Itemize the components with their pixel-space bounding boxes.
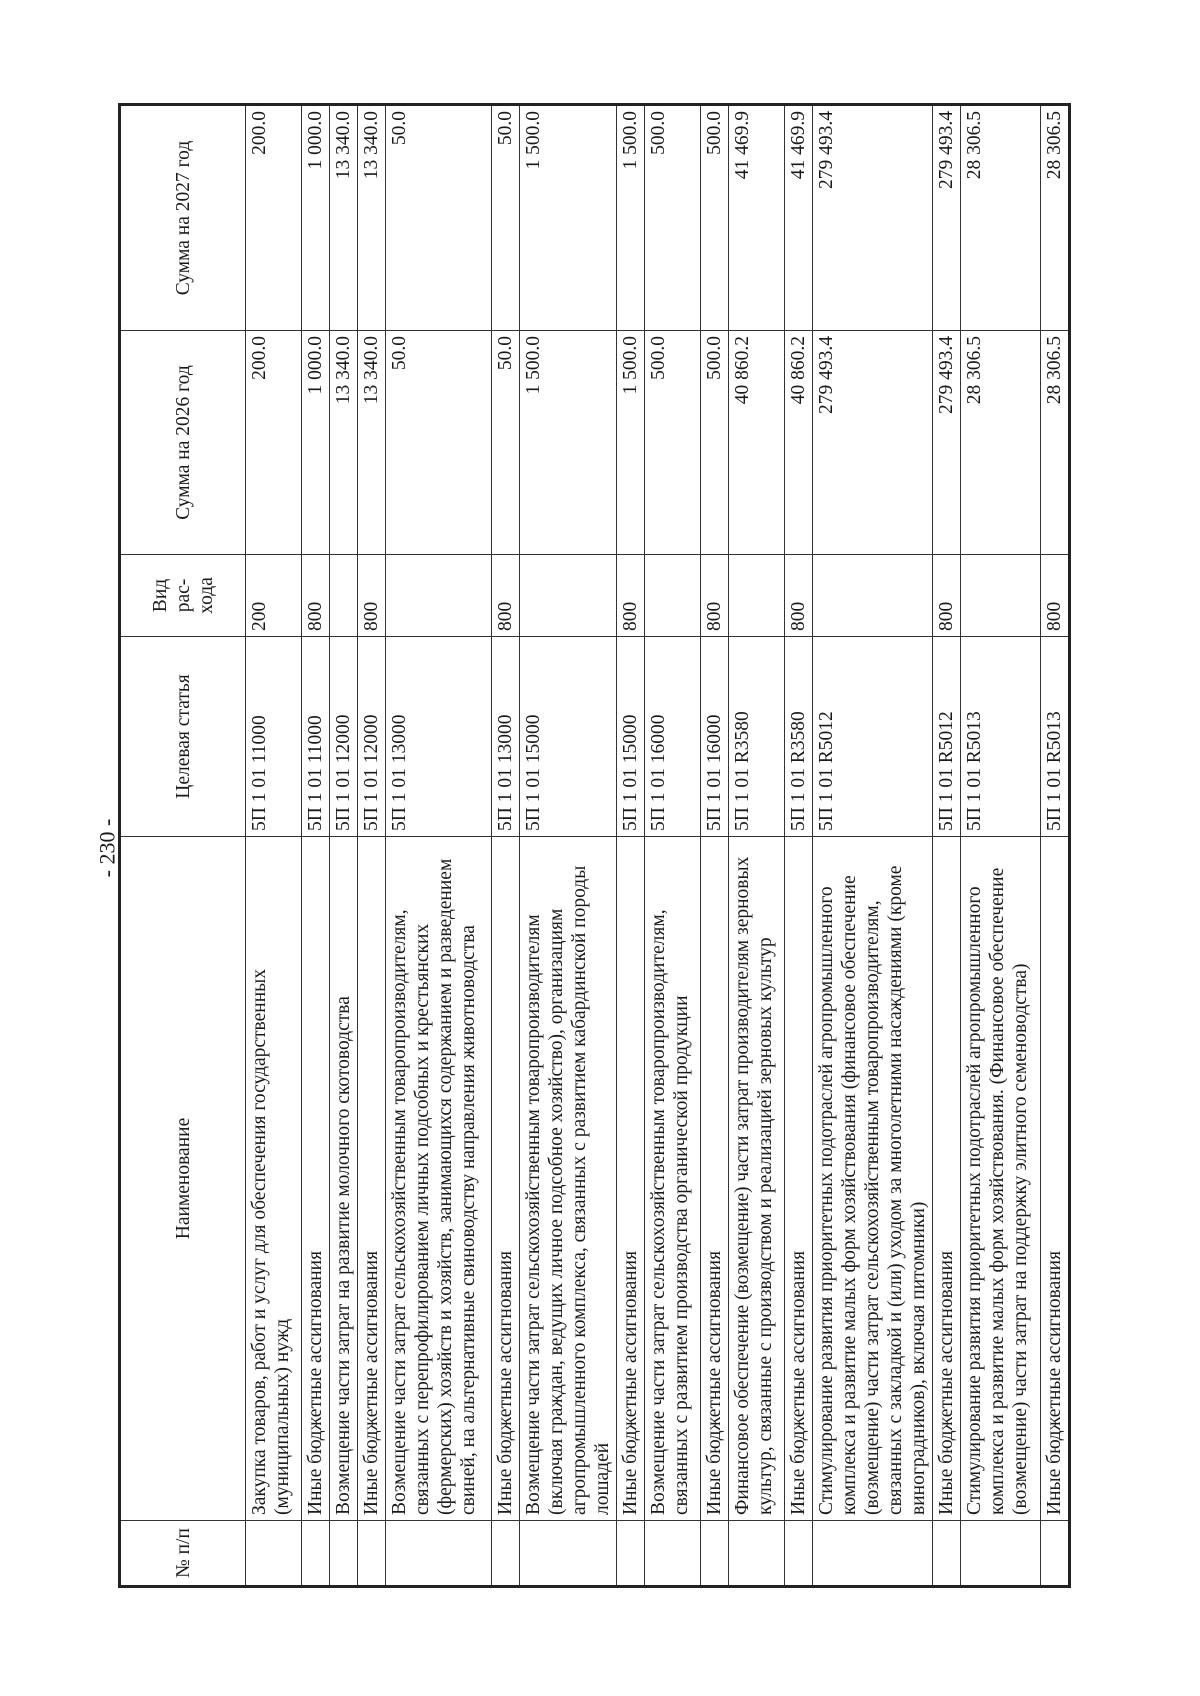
cell-name: Иные бюджетные ассигнования: [1041, 837, 1070, 1521]
cell-no: [246, 1521, 302, 1587]
header-no: № п/п: [120, 1521, 246, 1587]
table-row: [813, 105, 933, 1587]
cell-year2027: 13 340.0: [358, 105, 386, 331]
cell-year2027: 41 469.9: [785, 105, 813, 331]
cell-type: [961, 555, 1041, 637]
cell-no: [933, 1521, 961, 1587]
cell-no: [520, 1521, 617, 1587]
cell-name: Финансовое обеспечение (возмещение) части затрат производителям зерновых культур, связанные с производством и реализацией зерновых культур: [729, 837, 785, 1521]
cell-year2027: 279 493.4: [933, 105, 961, 331]
cell-code: 5П 1 01 R5013: [961, 637, 1041, 837]
cell-year2026: 1 500.0: [617, 331, 645, 555]
table-row: [492, 105, 520, 1587]
cell-type: 800: [1041, 555, 1070, 637]
table-row: [617, 105, 645, 1587]
cell-name: Возмещение части затрат сельскохозяйственным товаропроизводителям, связанных с развитием производства органической продукции: [645, 837, 701, 1521]
header-year2027: Сумма на 2027 год: [120, 105, 246, 331]
cell-no: [729, 1521, 785, 1587]
cell-year2026: 40 860.2: [729, 331, 785, 555]
cell-type: [330, 555, 358, 637]
cell-name: Иные бюджетные ассигнования: [492, 837, 520, 1521]
cell-year2026: 200.0: [246, 331, 302, 555]
table-row: [246, 105, 302, 1587]
cell-year2026: 50.0: [492, 331, 520, 555]
cell-code: 5П 1 01 16000: [701, 637, 729, 837]
cell-code: 5П 1 01 11000: [302, 637, 330, 837]
table-row: [961, 105, 1041, 1587]
cell-type: 800: [933, 555, 961, 637]
cell-type: 200: [246, 555, 302, 637]
header-type: Вид рас- хода: [120, 555, 246, 637]
cell-type: [645, 555, 701, 637]
cell-code: 5П 1 01 R3580: [785, 637, 813, 837]
cell-no: [1041, 1521, 1070, 1587]
cell-type: 800: [617, 555, 645, 637]
cell-year2026: 50.0: [386, 331, 492, 555]
cell-no: [813, 1521, 933, 1587]
table-row: [330, 105, 358, 1587]
cell-no: [617, 1521, 645, 1587]
cell-year2026: 13 340.0: [330, 331, 358, 555]
cell-no: [785, 1521, 813, 1587]
table-row: [785, 105, 813, 1587]
cell-type: [813, 555, 933, 637]
table-row: [520, 105, 617, 1587]
cell-code: 5П 1 01 R5012: [933, 637, 961, 837]
cell-year2027: 13 340.0: [330, 105, 358, 331]
cell-no: [386, 1521, 492, 1587]
table-header-row: [120, 105, 246, 1587]
cell-name: Иные бюджетные ассигнования: [358, 837, 386, 1521]
cell-code: 5П 1 01 R5012: [813, 637, 933, 837]
header-name: Наименование: [120, 837, 246, 1521]
cell-code: 5П 1 01 13000: [492, 637, 520, 837]
cell-name: Иные бюджетные ассигнования: [302, 837, 330, 1521]
cell-year2027: 50.0: [492, 105, 520, 331]
cell-no: [645, 1521, 701, 1587]
cell-type: [386, 555, 492, 637]
cell-name: Иные бюджетные ассигнования: [617, 837, 645, 1521]
cell-no: [492, 1521, 520, 1587]
budget-table: [118, 103, 1071, 1588]
cell-name: Иные бюджетные ассигнования: [933, 837, 961, 1521]
cell-year2027: 279 493.4: [813, 105, 933, 331]
cell-year2027: 200.0: [246, 105, 302, 331]
cell-code: 5П 1 01 11000: [246, 637, 302, 837]
cell-year2026: 28 306.5: [961, 331, 1041, 555]
cell-year2026: 279 493.4: [813, 331, 933, 555]
cell-code: 5П 1 01 12000: [330, 637, 358, 837]
cell-year2027: 41 469.9: [729, 105, 785, 331]
cell-name: Стимулирование развития приоритетных подотраслей агропромышленного комплекса и развитие малых форм хозяйствования (финансовое обеспечение (возмещение) части затрат сельскохозяйственным товаропроизводителям, связанных с закладкой и (или) уходом за многолетними насаждениями (кроме виноградников), включая питомники): [813, 837, 933, 1521]
cell-code: 5П 1 01 15000: [617, 637, 645, 837]
cell-type: 800: [302, 555, 330, 637]
table-row: [358, 105, 386, 1587]
cell-year2026: 500.0: [701, 331, 729, 555]
table-row: [933, 105, 961, 1587]
page-number: - 230 -: [94, 818, 120, 878]
cell-year2026: 1 500.0: [520, 331, 617, 555]
cell-no: [961, 1521, 1041, 1587]
budget-table-container: [118, 106, 1071, 1588]
cell-code: 5П 1 01 13000: [386, 637, 492, 837]
cell-code: 5П 1 01 12000: [358, 637, 386, 837]
cell-year2027: 1 000.0: [302, 105, 330, 331]
cell-name: Закупка товаров, работ и услуг для обеспечения государственных (муниципальных) нужд: [246, 837, 302, 1521]
table-body: [246, 105, 1070, 1587]
cell-no: [330, 1521, 358, 1587]
cell-year2026: 279 493.4: [933, 331, 961, 555]
cell-code: 5П 1 01 15000: [520, 637, 617, 837]
header-year2026: Сумма на 2026 год: [120, 331, 246, 555]
cell-name: Возмещение части затрат на развитие молочного скотоводства: [330, 837, 358, 1521]
cell-year2027: 28 306.5: [1041, 105, 1070, 331]
cell-year2027: 1 500.0: [520, 105, 617, 331]
cell-name: Иные бюджетные ассигнования: [785, 837, 813, 1521]
table-row: [645, 105, 701, 1587]
cell-type: 800: [358, 555, 386, 637]
cell-name: Возмещение части затрат сельскохозяйственным товаропроизводителям, связанных с перепрофилированием личных подсобных и крестьянских (фермерских) хозяйств и хозяйств, занимающихся содержанием и разведением свиней, на альтернативные свиноводству направления животноводства: [386, 837, 492, 1521]
cell-code: 5П 1 01 R5013: [1041, 637, 1070, 837]
cell-type: [520, 555, 617, 637]
cell-year2027: 500.0: [701, 105, 729, 331]
cell-type: 800: [492, 555, 520, 637]
cell-year2026: 1 000.0: [302, 331, 330, 555]
cell-no: [701, 1521, 729, 1587]
cell-name: Возмещение части затрат сельскохозяйственным товаропроизводителям (включая граждан, ведущих личное подсобное хозяйство), организациям агропромышленного комплекса, связанных с развитием кабардинской породы лошадей: [520, 837, 617, 1521]
cell-code: 5П 1 01 R3580: [729, 637, 785, 837]
cell-year2026: 13 340.0: [358, 331, 386, 555]
cell-year2026: 500.0: [645, 331, 701, 555]
table-row: [1041, 105, 1070, 1587]
cell-year2027: 28 306.5: [961, 105, 1041, 331]
cell-type: 800: [701, 555, 729, 637]
cell-no: [302, 1521, 330, 1587]
cell-year2027: 50.0: [386, 105, 492, 331]
cell-code: 5П 1 01 16000: [645, 637, 701, 837]
cell-type: 800: [785, 555, 813, 637]
cell-type: [729, 555, 785, 637]
table-row: [701, 105, 729, 1587]
cell-no: [358, 1521, 386, 1587]
cell-year2026: 40 860.2: [785, 331, 813, 555]
cell-name: Стимулирование развития приоритетных подотраслей агропромышленного комплекса и развитие малых форм хозяйствования. (Финансовое обеспечение (возмещение) части затрат на поддержку элитного семеноводства): [961, 837, 1041, 1521]
cell-year2026: 28 306.5: [1041, 331, 1070, 555]
cell-name: Иные бюджетные ассигнования: [701, 837, 729, 1521]
header-code: Целевая статья: [120, 637, 246, 837]
cell-year2027: 500.0: [645, 105, 701, 331]
table-row: [729, 105, 785, 1587]
cell-year2027: 1 500.0: [617, 105, 645, 331]
table-row: [386, 105, 492, 1587]
table-row: [302, 105, 330, 1587]
